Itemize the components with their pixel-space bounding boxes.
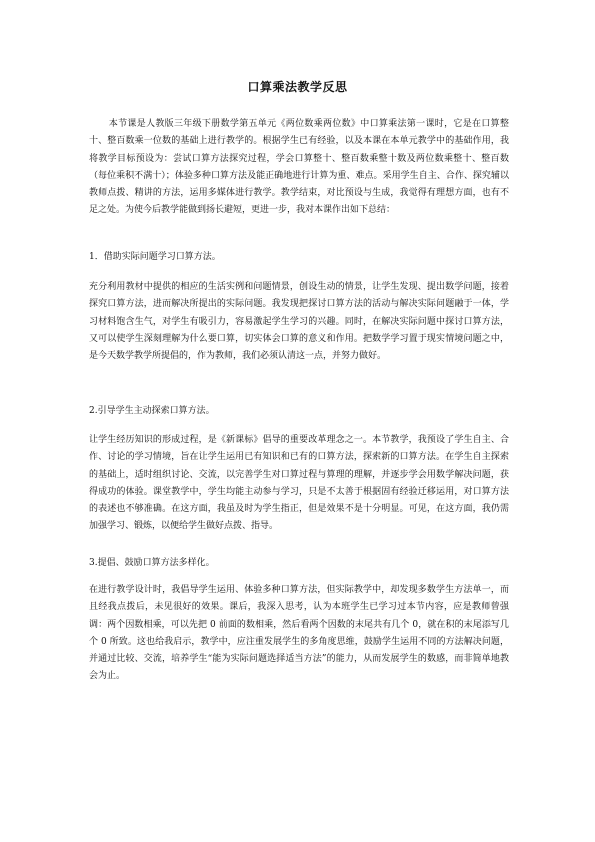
page-title: 口算乘法教学反思	[247, 80, 348, 94]
section-2-heading: 2.引导学生主动探索口算方法。	[89, 406, 215, 416]
section-1-heading: 1．借助实际问题学习口算方法。	[89, 252, 221, 262]
section-1-body: 充分利用教材中提供的相应的生活实例和问题情景，创设生动的情景，让学生发现、提出数学问题，接着探究口算方法，进而解决所提出的实际问题。我发现把探讨口算方法的活动与解决实际问题融于一体，学习材料饱含生气，对学生有吸引力，容易激起学生学习的兴趣。同时，在解决实际问题中探讨口算方法，又可以使学生深刻理解为什么要口算，切实体会口算的意义和作用。把数学学习置于现实情境问题之中，是今天数学教学所提倡的，作为教师，我们必须认清这一点，并努力做好。	[89, 282, 509, 362]
section-2-body: 让学生经历知识的形成过程，是《新课标》倡导的重要改革理念之一。本节教学，我预设了学生自主、合作、讨论的学习情境，旨在让学生运用已有知识和已有的口算方法，探索新的口算方法。在学生自主探索的基础上，适时组织讨论、交流，以完善学生对口算过程与算理的理解，并逐步学会用数学解决问题，获得成功的体验。课堂教学中，学生均能主动参与学习，只是不太善于根据固有经验迁移运用，对口算方法的表述也不够准确。在这方面，我虽及时为学生指正，但是效果不是十分明显。可见，在这方面，我仍需加强学习、锻炼，以便给学生做好点拨、指导。	[89, 435, 509, 532]
section-3-body: 在进行教学设计时，我倡导学生运用、体验多种口算方法，但实际教学中，却发现多数学生方法单一，而且经我点拨后，未见很好的效果。课后，我深入思考，认为本班学生已学习过本节内容，应是教师曾强调：两个因数相乘，可以先把 0 前面的数相乘，然后看两个因数的末尾共有几个 0，就在积的末尾添写几个 0 所致。这也给我启示，教学中，应注重发展学生的多角度思维，鼓励学生运用不同的方法解决问题，并通过比较、交流，培养学生“能为实际问题选择适当方法”的能力，从而发展学生的数感，而非简单地教会为止。	[89, 585, 509, 682]
intro-paragraph: 本节课是人教版三年级下册数学第五单元《两位数乘两位数》中口算乘法第一课时，它是在口算整十、整百数乘一位数的基础上进行教学的。根据学生已有经验，以及本课在本单元教学中的基础作用，我将教学目标预设为：尝试口算方法探究过程，学会口算整十、整百数乘整十数及两位数乘整十、整百数（每位乘积不满十）；体验多种口算方法及能正确地进行计算为重、难点。采用学生自主、合作、探究辅以教师点拨、精讲的方法，运用多媒体进行教学。教学结束，对比预设与生成，我觉得有理想方面，也有不足之处。为使今后教学能做到扬长避短，更进一步，我对本课作出如下总结：	[89, 119, 509, 216]
section-3-heading: 3.提倡、鼓励口算方法多样化。	[89, 558, 215, 568]
